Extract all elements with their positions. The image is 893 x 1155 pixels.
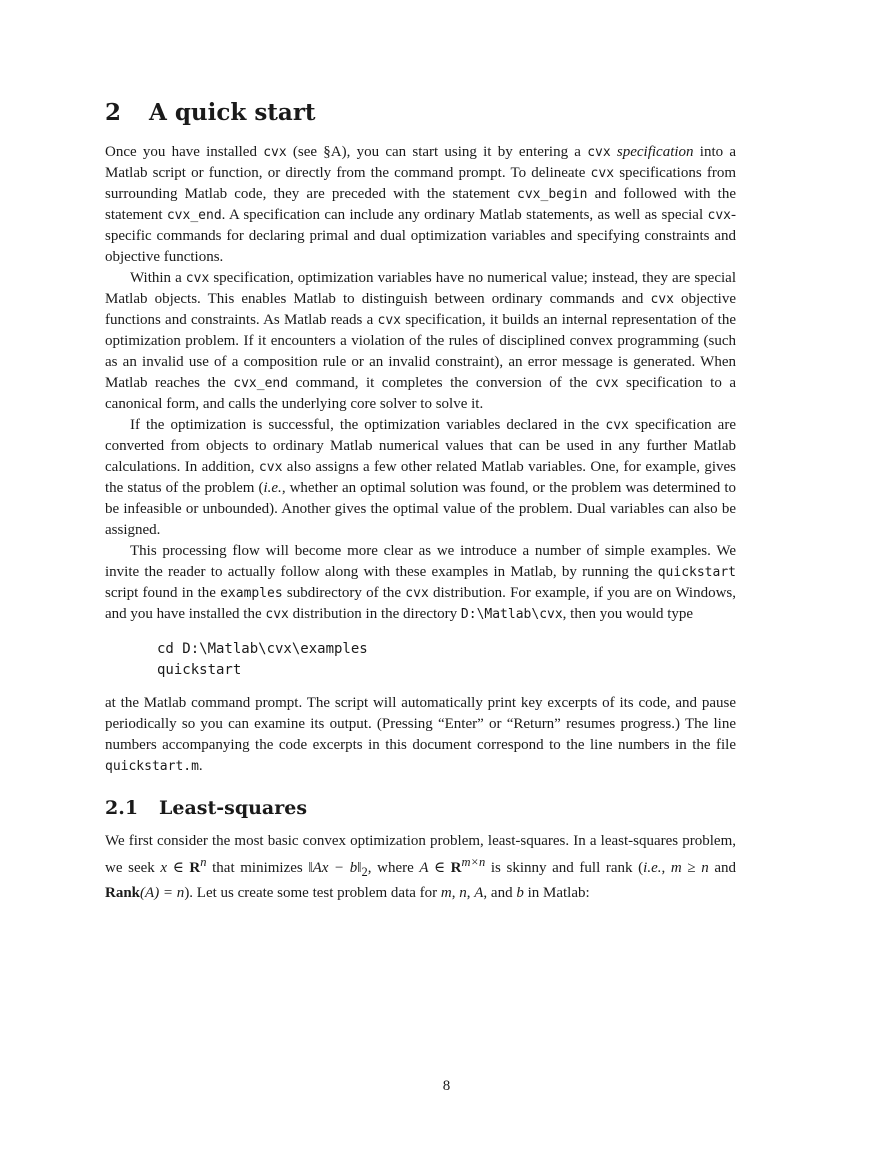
math-bold-run: R bbox=[189, 860, 201, 876]
code-run: cvx bbox=[587, 145, 611, 160]
text-run: specifications from surrounding Matlab code, they are preceded with the statement bbox=[105, 165, 736, 202]
text-run: , whether an optimal solution was found, or the problem was determined to be infeasible or unbounded). Another gives the optimal value of the problem. Dual variables can also be assigned. bbox=[105, 480, 736, 538]
code-run: D:\Matlab\cvx bbox=[460, 607, 563, 622]
text-run: , and bbox=[483, 885, 517, 901]
text-run: that minimizes bbox=[206, 860, 309, 876]
document-page bbox=[105, 98, 736, 904]
text-run: and followed with the statement bbox=[105, 186, 736, 223]
text-run: . bbox=[198, 758, 203, 774]
text-run: subdirectory of the bbox=[282, 585, 406, 601]
text-run: at the Matlab command prompt. The script will automatically print key excerpts of its code, and pause periodically so you can examine its output. (Pressing “Enter” or “Return” resumes progress.) The line numbers accompanying the code excerpts in this document correspond to the line numbers in the file bbox=[105, 695, 736, 753]
text-run: distribution in the directory bbox=[288, 606, 461, 622]
code-run: cvx_end bbox=[166, 208, 222, 223]
subsection-number: 2.1 bbox=[105, 797, 139, 819]
text-run: objective functions and constraints. As Matlab reads a bbox=[105, 291, 736, 328]
text-run: If the optimization is successful, the optimization variables declared in the bbox=[130, 417, 606, 433]
text-run: This processing flow will become more clear as we introduce a number of simple examples. We invite the reader to actually follow along with these examples in Matlab, by running the bbox=[105, 543, 736, 580]
code-run: cvx bbox=[258, 460, 283, 475]
subsection-heading bbox=[105, 795, 736, 821]
code-run: cvx bbox=[590, 166, 615, 181]
math-bold-run: R bbox=[450, 860, 462, 876]
math-run: A bbox=[474, 885, 484, 901]
text-run: , then you would type bbox=[562, 606, 694, 622]
subsection-title: Least-squares bbox=[159, 797, 308, 819]
code-block: cd D:\Matlab\cvx\examples quickstart bbox=[157, 641, 368, 678]
text-run: Within a bbox=[130, 270, 186, 286]
code-run: cvx_end bbox=[233, 376, 289, 391]
paragraph-processing-flow bbox=[105, 541, 736, 625]
math-run: m ≥ n bbox=[670, 860, 709, 876]
math-run: (A) = n bbox=[140, 885, 185, 901]
text-run: is skinny and full rank ( bbox=[485, 860, 644, 876]
code-run: cvx bbox=[377, 313, 401, 328]
paragraph-intro bbox=[105, 142, 736, 268]
code-run: cvx bbox=[595, 376, 619, 391]
page-number: 8 bbox=[442, 1078, 451, 1094]
math-subscript: 2 bbox=[361, 865, 368, 879]
text-run: (see §A), you can start using it by entering a bbox=[286, 144, 588, 160]
code-run: cvx bbox=[263, 145, 287, 160]
code-run: cvx bbox=[185, 271, 210, 286]
text-run: Once you have installed bbox=[105, 144, 264, 160]
text-run: We first consider the most basic convex optimization problem, least-squares. In a least-squares problem, we seek bbox=[105, 833, 736, 876]
code-run: examples bbox=[220, 586, 283, 601]
text-run: in Matlab: bbox=[523, 885, 590, 901]
text-run: specification are converted from objects to ordinary Matlab numerical values that can be used in any further Matlab calculations. In addition, bbox=[105, 417, 736, 475]
code-run: cvx bbox=[707, 208, 731, 223]
math-run: m bbox=[440, 885, 452, 901]
section-title: A quick start bbox=[149, 99, 316, 126]
text-run: distribution. For example, if you are on Windows, and you have installed the bbox=[105, 585, 736, 622]
text-run: also assigns a few other related Matlab variables. One, for example, gives the status of the problem ( bbox=[105, 459, 736, 496]
text-run: specification, it builds an internal representation of the optimization problem. If it encounters a violation of the rules of disciplined convex programming (such as an invalid use of a composition rule or an invalid constraint), an error message is generated. When Matlab reaches the bbox=[105, 312, 736, 391]
code-run: cvx bbox=[405, 586, 429, 601]
math-run: x ∈ bbox=[160, 860, 190, 876]
text-run: , bbox=[451, 885, 460, 901]
code-run: quickstart.m bbox=[105, 759, 199, 774]
text-run: specification, optimization variables have no numerical value; instead, they are special Matlab objects. This enables Matlab to distinguish between ordinary commands and bbox=[105, 270, 736, 307]
emphasis-run: i.e. bbox=[263, 480, 282, 496]
math-run: n bbox=[459, 885, 467, 901]
text-run: -specific commands for declaring primal and dual optimization variables and specifying constraints and objective functions. bbox=[105, 207, 736, 265]
code-run: cvx_begin bbox=[517, 187, 588, 202]
code-run: cvx bbox=[605, 418, 629, 433]
code-run: quickstart bbox=[657, 565, 736, 580]
text-run: , bbox=[466, 885, 475, 901]
text-run: . A specification can include any ordinary Matlab statements, as well as special bbox=[221, 207, 708, 223]
math-run: b bbox=[516, 885, 524, 901]
code-run: cvx bbox=[650, 292, 674, 307]
paragraph-success bbox=[105, 415, 736, 541]
math-run: ‖Ax − b‖ bbox=[308, 860, 362, 876]
math-run: A ∈ bbox=[419, 860, 451, 876]
text-run: , where bbox=[367, 860, 420, 876]
section-heading bbox=[105, 98, 736, 128]
paragraph-least-squares bbox=[105, 831, 736, 904]
text-run: into a Matlab script or function, or directly from the command prompt. To delineate bbox=[105, 144, 737, 181]
text-run: and bbox=[708, 860, 736, 876]
section-number: 2 bbox=[105, 99, 122, 126]
emphasis-run: specification bbox=[616, 144, 694, 160]
math-superscript: m×n bbox=[461, 855, 486, 869]
text-run: ). Let us create some test problem data for bbox=[184, 885, 441, 901]
text-run: specification to a canonical form, and calls the underlying core solver to solve it. bbox=[105, 375, 736, 412]
text-run: , bbox=[661, 860, 671, 876]
text-run: command, it completes the conversion of the bbox=[288, 375, 596, 391]
paragraph-variables bbox=[105, 268, 736, 415]
code-run: cvx bbox=[265, 607, 289, 622]
text-run: script found in the bbox=[105, 585, 221, 601]
math-superscript: n bbox=[200, 855, 207, 869]
paragraph-command-prompt bbox=[105, 693, 736, 777]
math-bold-run: Rank bbox=[105, 885, 141, 901]
emphasis-run: i.e. bbox=[643, 860, 662, 876]
